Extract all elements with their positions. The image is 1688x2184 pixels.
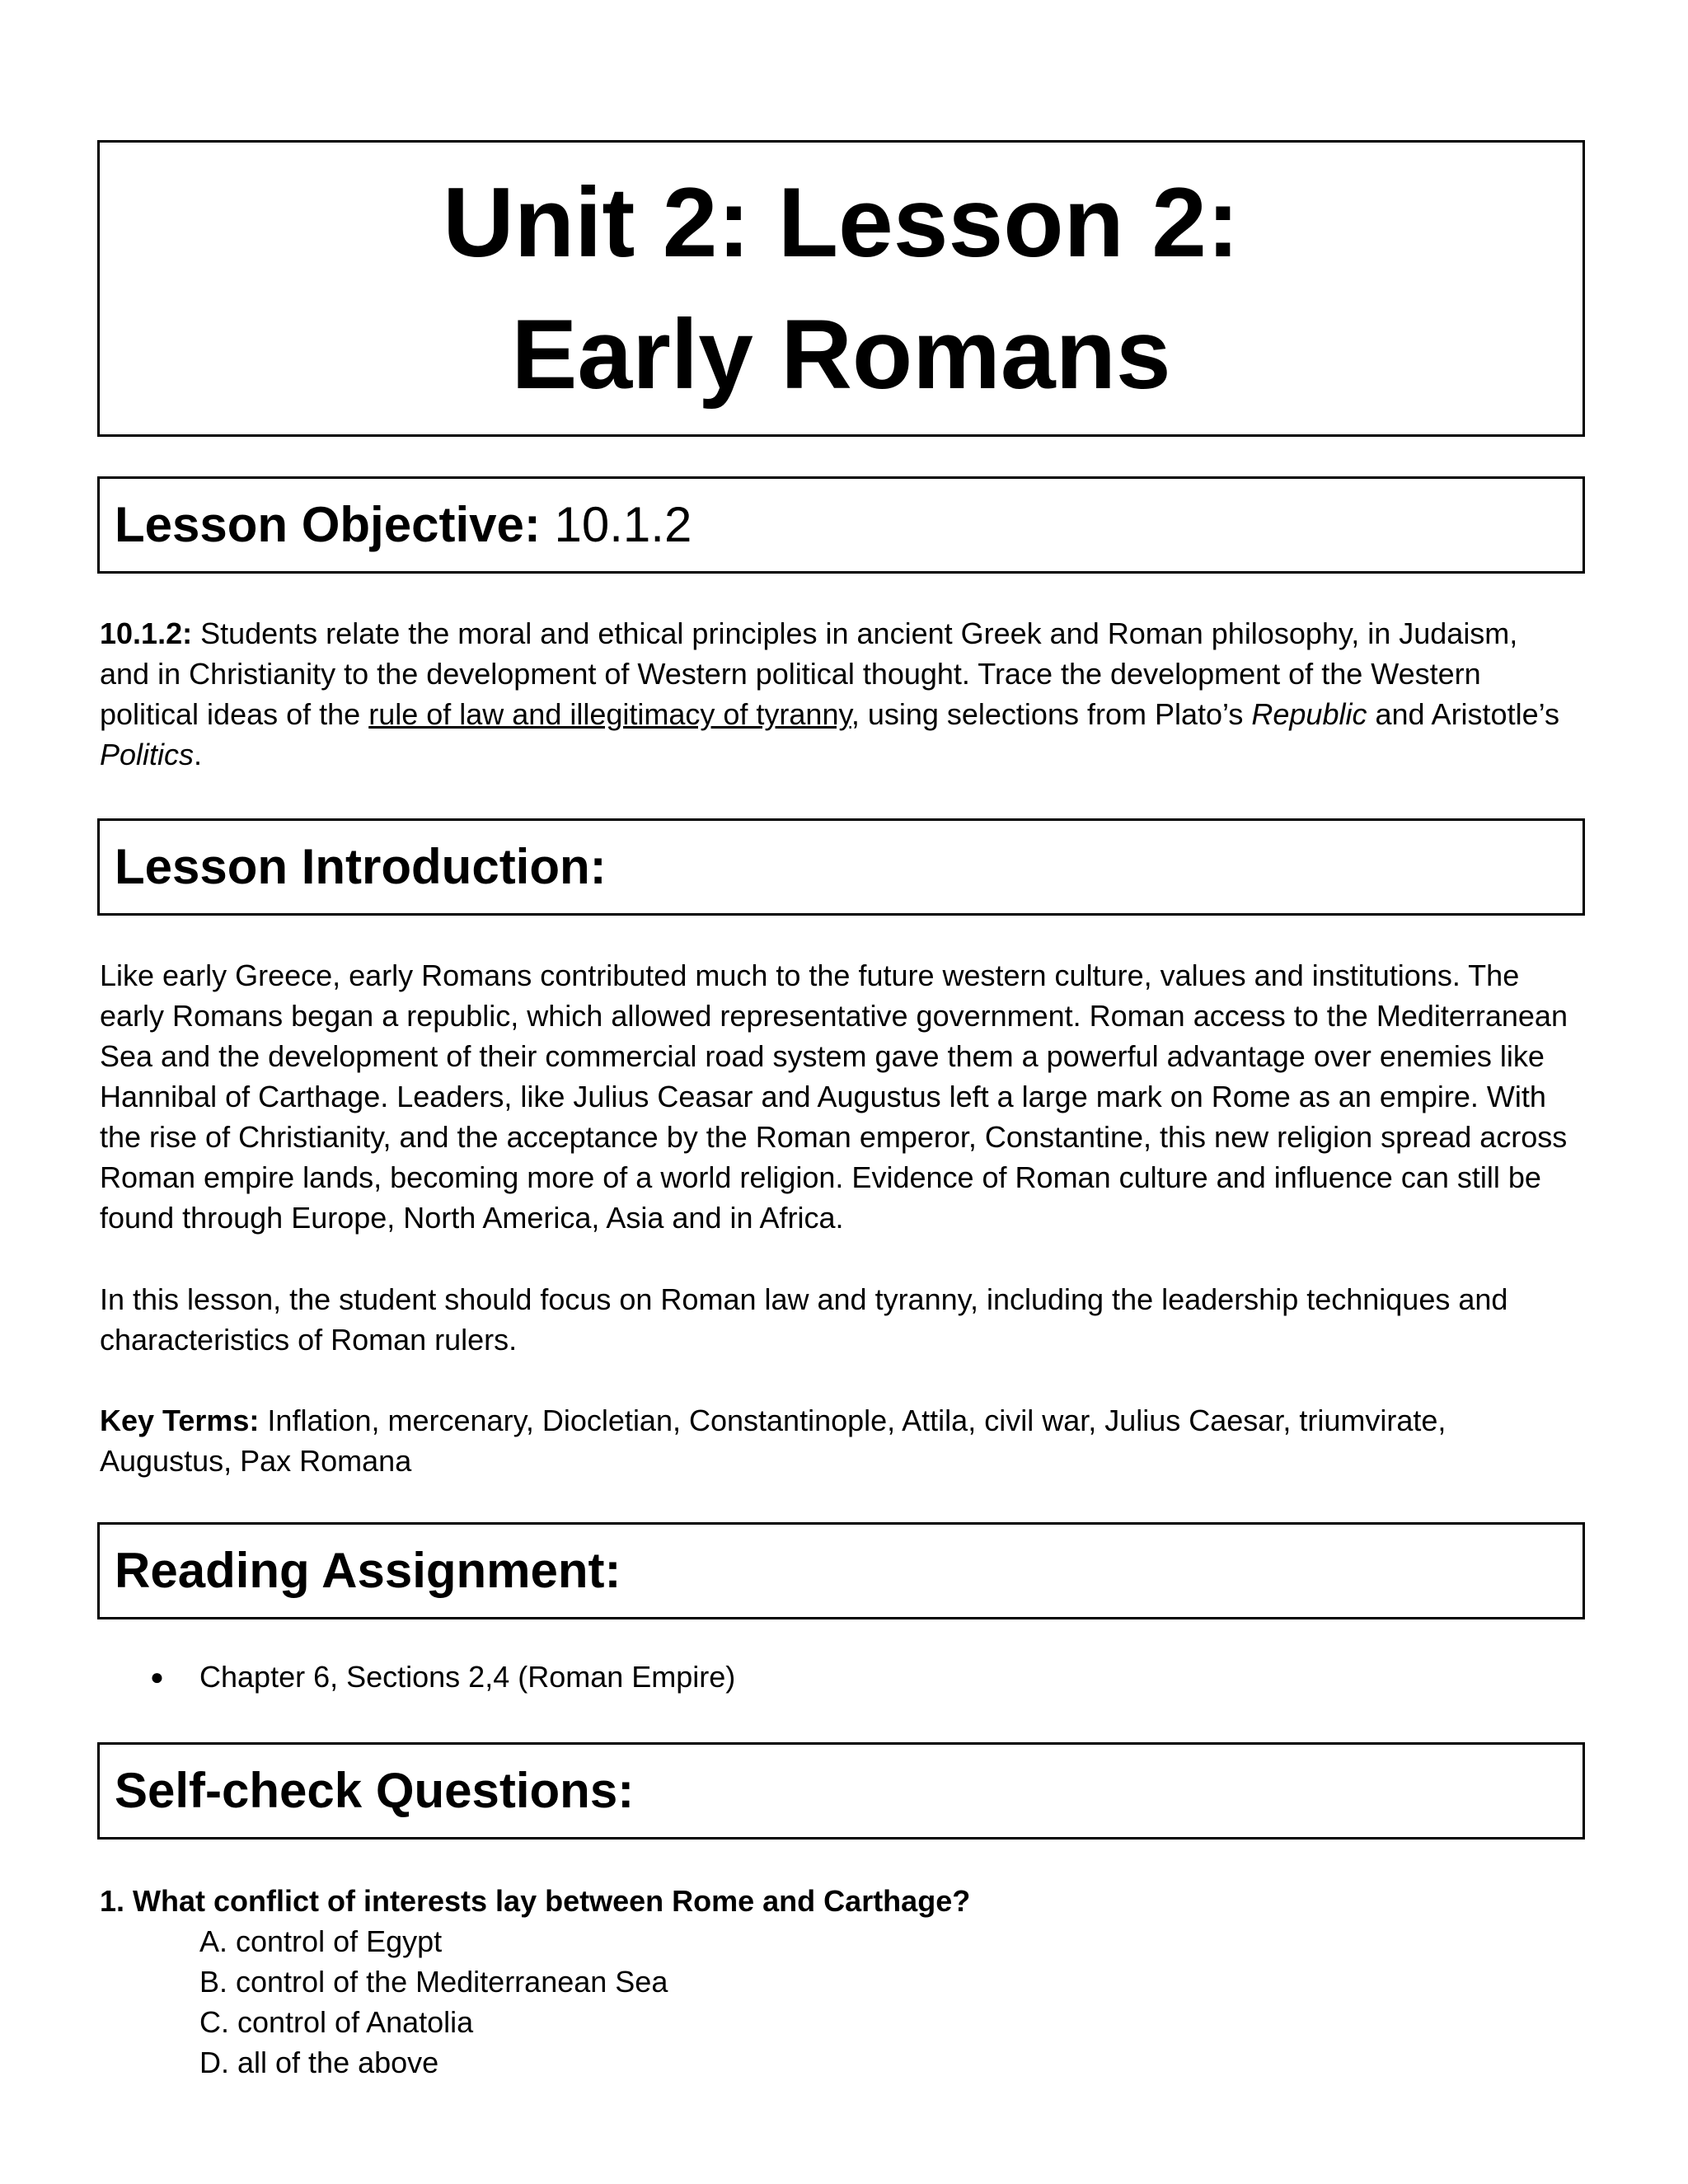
introduction-heading-box <box>97 818 1585 916</box>
option-d: D. all of the above <box>199 2046 439 2079</box>
objective-heading-box <box>97 476 1585 574</box>
page-title-line-1: Unit 2: Lesson 2: <box>443 167 1240 278</box>
work-title-republic: Republic <box>1251 697 1367 731</box>
objective-heading <box>115 496 692 554</box>
option-c: C. control of Anatolia <box>199 2005 474 2039</box>
key-terms-label: Key Terms: <box>100 1404 260 1437</box>
reading-heading <box>115 1542 621 1600</box>
introduction-paragraph-2: In this lesson, the student should focus on Roman law and tyranny, including the leadership techniques and characteristics of Roman rulers. <box>100 1282 1508 1357</box>
key-terms <box>100 1400 1575 1481</box>
reading-item-text: Chapter 6, Sections 2,4 (Roman Empire) <box>199 1660 736 1694</box>
selfcheck-label: Self-check Questions: <box>115 1763 635 1818</box>
option-a: A. control of Egypt <box>199 1924 443 1958</box>
page-title-line-2: Early Romans <box>511 299 1171 410</box>
standard-text-part: , using selections from Plato’s <box>851 697 1252 731</box>
selfcheck-heading-box <box>97 1742 1585 1840</box>
bullet-icon: ● <box>150 1664 164 1690</box>
title-box <box>97 140 1585 437</box>
selfcheck-heading <box>115 1762 634 1820</box>
work-title-politics: Politics <box>100 738 195 771</box>
question-options <box>199 1921 668 2083</box>
list-item <box>150 1657 735 1697</box>
option-b: B. control of the Mediterranean Sea <box>199 1965 668 1999</box>
question-prompt: 1. What conflict of interests lay between Rome and Carthage? <box>100 1884 971 1918</box>
standard-underlined-phrase: rule of law and illegitimacy of tyranny <box>368 697 851 731</box>
objective-label: Lesson Objective: <box>115 497 541 552</box>
reading-label: Reading Assignment: <box>115 1543 621 1598</box>
reading-heading-box <box>97 1522 1585 1619</box>
standard-text-part: . <box>194 738 203 771</box>
objective-code: 10.1.2 <box>554 497 692 552</box>
introduction-label: Lesson Introduction: <box>115 839 607 894</box>
objective-standard-text <box>100 613 1575 775</box>
standard-label: 10.1.2: <box>100 616 193 650</box>
standard-text-part: and Aristotle’s <box>1367 697 1559 731</box>
standard-text-part: Students relate the moral and ethical principles in ancient Greek and Roman philosophy, in Judaism, and in Christianity to the development of Western political thought. Trace the development of the Western political ideas of the <box>100 616 1518 731</box>
introduction-heading <box>115 838 607 896</box>
introduction-paragraph-1: Like early Greece, early Romans contributed much to the future western culture, values and institutions. The early Romans began a republic, which allowed representative government. Roman access to the Mediterranean Sea and the development of their commercial road system gave them a powerful advantage over enemies like Hannibal of Carthage. Leaders, like Julius Ceasar and Augustus left a large mark on Rome as an empire. With the rise of Christianity, and the acceptance by the Roman emperor, Constantine, this new religion spread across Roman empire lands, becoming more of a world religion. Evidence of Roman culture and influence can still be found through Europe, North America, Asia and in Africa. <box>100 958 1568 1235</box>
key-terms-list: Inflation, mercenary, Diocletian, Constantinople, Attila, civil war, Julius Caesar, triumvirate, Augustus, Pax Romana <box>100 1404 1447 1478</box>
